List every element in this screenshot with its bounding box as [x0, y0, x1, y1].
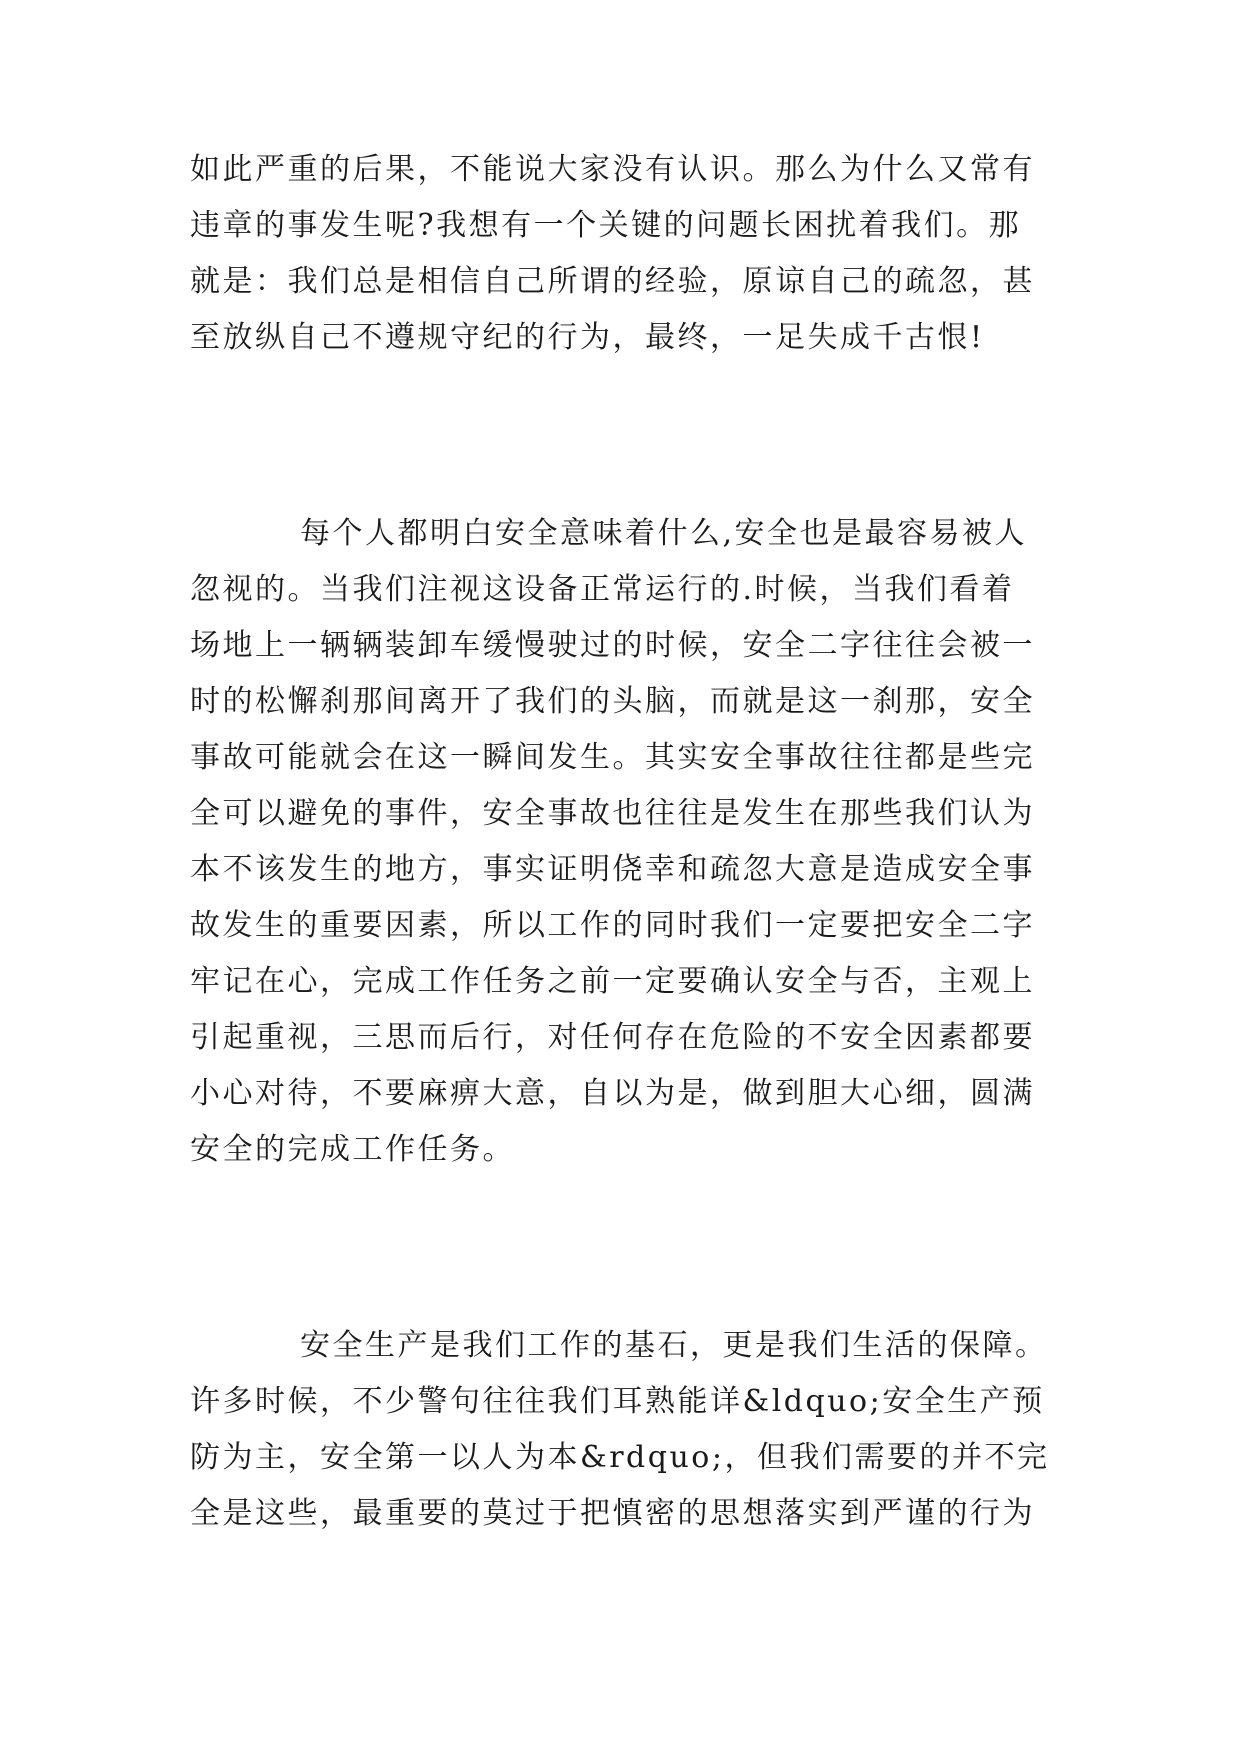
paragraph-2-line-9: 牢记在心，完成工作任务之前一定要确认安全与否，主观上 [190, 964, 1035, 999]
paragraph-2-line-12: 安全的完成工作任务。 [190, 1132, 515, 1167]
paragraph-2-line-1: 每个人都明白安全意味着什么,安全也是最容易被人 [300, 516, 1028, 551]
paragraph-2-line-10: 引起重视，三思而后行，对任何存在危险的不安全因素都要 [190, 1020, 1035, 1055]
paragraph-2-line-8: 故发生的重要因素，所以工作的同时我们一定要把安全二字 [190, 908, 1035, 943]
paragraph-1-line-3: 就是：我们总是相信自己所谓的经验，原谅自己的疏忽，甚 [190, 264, 1035, 299]
paragraph-3-line-3: 防为主，安全第一以人为本&rdquo;，但我们需要的并不完 [190, 1440, 1050, 1475]
paragraph-2-line-7: 本不该发生的地方，事实证明侥幸和疏忽大意是造成安全事 [190, 852, 1035, 887]
paragraph-2-line-4: 时的松懈刹那间离开了我们的头脑，而就是这一刹那，安全 [190, 684, 1035, 719]
paragraph-2-line-3: 场地上一辆辆装卸车缓慢驶过的时候，安全二字往往会被一 [190, 628, 1035, 663]
paragraph-2-line-5: 事故可能就会在这一瞬间发生。其实安全事故往往都是些完 [190, 740, 1035, 775]
paragraph-2-line-6: 全可以避免的事件，安全事故也往往是发生在那些我们认为 [190, 796, 1035, 831]
paragraph-1-line-1: 如此严重的后果，不能说大家没有认识。那么为什么又常有 [190, 152, 1035, 187]
paragraph-2-line-11: 小心对待，不要麻痹大意，自以为是，做到胆大心细，圆满 [190, 1076, 1035, 1111]
paragraph-3-line-2: 许多时候，不少警句往往我们耳熟能详&ldquo;安全生产预 [190, 1384, 1045, 1419]
paragraph-3-line-1: 安全生产是我们工作的基石，更是我们生活的保障。 [300, 1328, 1048, 1363]
paragraph-3-line-4: 全是这些，最重要的莫过于把慎密的思想落实到严谨的行为 [190, 1496, 1035, 1531]
paragraph-1-line-2: 违章的事发生呢?我想有一个关键的问题长困扰着我们。那 [190, 208, 1022, 243]
paragraph-2-line-2: 忽视的。当我们注视这设备正常运行的.时候，当我们看着 [190, 572, 1015, 607]
paragraph-1-line-4: 至放纵自己不遵规守纪的行为，最终，一足失成千古恨! [190, 320, 985, 355]
